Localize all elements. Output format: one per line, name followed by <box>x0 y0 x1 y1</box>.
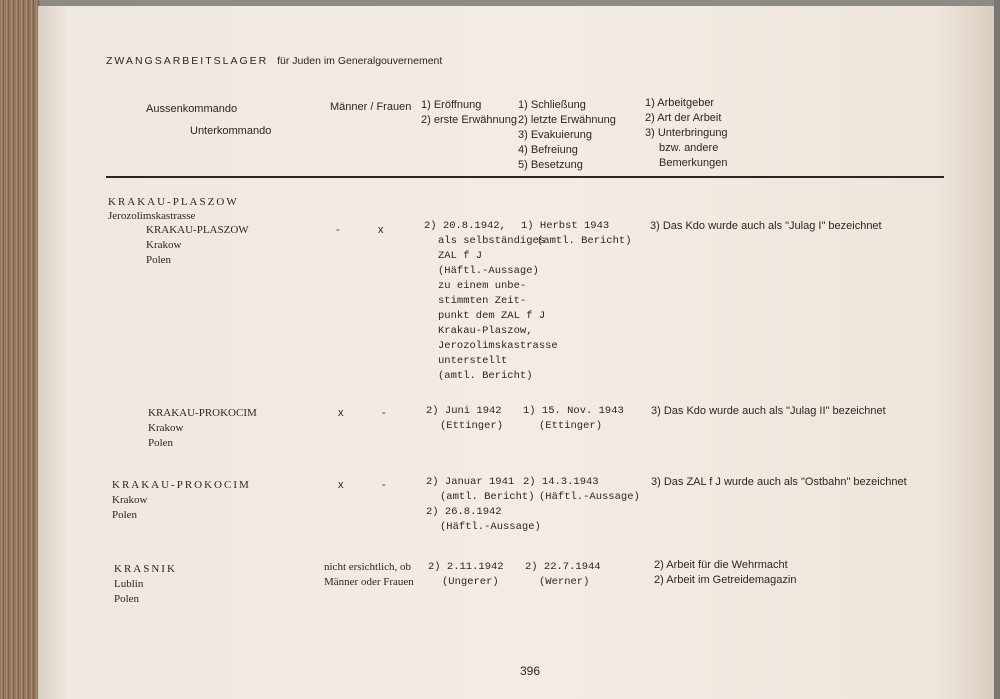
cell-line: 2) 26.8.1942 <box>426 506 502 518</box>
cell-line: (Häftl.-Aussage) <box>440 521 541 533</box>
heading-title: ZWANGSARBEITSLAGER <box>106 55 269 67</box>
place-line: Lublin <box>114 578 144 590</box>
col-header-line: 4) Befreiung <box>518 144 578 156</box>
col-header-line: bzw. andere <box>659 142 719 154</box>
entry-place <box>112 478 251 523</box>
entry-subcommando <box>148 406 257 451</box>
entry-frauen: - <box>382 407 386 419</box>
entry-schliessung <box>523 404 624 434</box>
place-line: Polen <box>114 593 140 605</box>
col-header-line: 1) Arbeitgeber <box>645 97 715 109</box>
entry-remarks: 3) Das Kdo wurde auch als "Julag I" bezeichnet <box>650 220 882 232</box>
book-spine-edge <box>0 0 40 699</box>
cell-line: (Ungerer) <box>442 576 499 588</box>
page-number: 396 <box>520 664 541 678</box>
col-header-arbeitgeber <box>645 96 728 171</box>
sub-line: KRAKAU-PROKOCIM <box>148 407 257 419</box>
cell-line: 1) Herbst 1943 <box>521 220 610 232</box>
col-header-line: 2) letzte Erwähnung <box>518 114 616 126</box>
entry-schliessung <box>521 219 632 249</box>
scan-right-edge <box>994 0 1000 699</box>
entry-maenner: x <box>338 407 344 419</box>
entry-remarks <box>654 558 796 588</box>
col-header-maenner-frauen: Männer / Frauen <box>330 101 412 113</box>
col-header-schliessung <box>518 98 616 173</box>
entry-frauen: x <box>378 224 384 236</box>
sub-line: Polen <box>146 254 172 266</box>
cell-line: ZAL f J <box>438 250 483 262</box>
entry-maenner-frauen <box>324 560 414 590</box>
entry-eroeffnung <box>428 560 504 590</box>
cell-line: (Ettinger) <box>440 420 504 432</box>
entry-eroeffnung <box>426 404 503 434</box>
col-header-line: 2) erste Erwähnung <box>421 114 517 126</box>
cell-line: zu einem unbe- <box>438 280 527 292</box>
cell-line: 2) Arbeit für die Wehrmacht <box>654 559 788 571</box>
entry-street: Jerozolimskastrasse <box>108 210 196 222</box>
cell-line: Krakau-Plaszow, <box>438 325 533 337</box>
cell-line: punkt dem ZAL f J <box>438 310 546 322</box>
col-header-line: 3) Unterbringung <box>645 127 728 139</box>
entry-place: KRAKAU-PLASZOW <box>108 196 239 208</box>
entry-schliessung <box>523 475 640 505</box>
entry-subcommando <box>146 223 249 268</box>
col-header-line: 5) Besetzung <box>518 159 583 171</box>
cell-line: unterstellt <box>438 355 508 367</box>
cell-line: 2) 14.3.1943 <box>523 476 599 488</box>
cell-line: (amtl. Bericht) <box>440 491 535 503</box>
sub-line: KRAKAU-PLASZOW <box>146 224 249 236</box>
col-header-line: Bemerkungen <box>659 157 728 169</box>
sub-line: Polen <box>148 437 174 449</box>
place-line: KRASNIK <box>114 563 177 575</box>
cell-line: (Werner) <box>539 576 590 588</box>
cell-line: 2) Juni 1942 <box>426 405 502 417</box>
cell-line: Männer oder Frauen <box>324 576 414 588</box>
sub-line: Krakow <box>148 422 184 434</box>
cell-line: 2) Arbeit im Getreidemagazin <box>654 574 797 586</box>
entry-schliessung <box>525 560 601 590</box>
cell-line: 2) Januar 1941 <box>426 476 515 488</box>
col-header-line: 2) Art der Arbeit <box>645 112 722 124</box>
header-rule <box>106 176 944 178</box>
cell-line: (Häftl.-Aussage) <box>539 491 640 503</box>
place-line: Krakow <box>112 494 148 506</box>
entry-maenner: x <box>338 479 344 491</box>
col-header-aussenkommando: Aussenkommando <box>146 103 238 115</box>
entry-frauen: - <box>382 479 386 491</box>
cell-line: 2) 20.8.1942, <box>424 220 506 232</box>
col-header-eroeffnung <box>421 98 517 128</box>
place-line: Polen <box>112 509 138 521</box>
cell-line: (Ettinger) <box>539 420 603 432</box>
col-header-line: 3) Evakuierung <box>518 129 592 141</box>
heading-subtitle: für Juden im Generalgouvernement <box>277 55 443 67</box>
col-header-unterkommando: Unterkommando <box>190 125 272 137</box>
cell-line: 2) 22.7.1944 <box>525 561 601 573</box>
entry-remarks: 3) Das Kdo wurde auch als "Julag II" bezeichnet <box>651 405 886 417</box>
entry-maenner: - <box>336 224 340 236</box>
cell-line: (Häftl.-Aussage) <box>438 265 539 277</box>
cell-line: 2) 2.11.1942 <box>428 561 504 573</box>
cell-line: 1) 15. Nov. 1943 <box>523 405 624 417</box>
cell-line: (amtl. Bericht) <box>537 235 632 247</box>
entry-remarks: 3) Das ZAL f J wurde auch als "Ostbahn" bezeichnet <box>651 476 907 488</box>
col-header-line: 1) Eröffnung <box>421 99 482 111</box>
cell-line: nicht ersichtlich, ob <box>324 561 412 573</box>
page-heading <box>106 54 442 68</box>
entry-place <box>114 562 177 607</box>
cell-line: stimmten Zeit- <box>438 295 527 307</box>
sub-line: Krakow <box>146 239 182 251</box>
cell-line: (amtl. Bericht) <box>438 370 533 382</box>
cell-line: Jerozolimskastrasse <box>438 340 558 352</box>
col-header-line: 1) Schließung <box>518 99 586 111</box>
place-line: KRAKAU-PROKOCIM <box>112 479 251 491</box>
cell-line: als selbständiges <box>438 235 546 247</box>
